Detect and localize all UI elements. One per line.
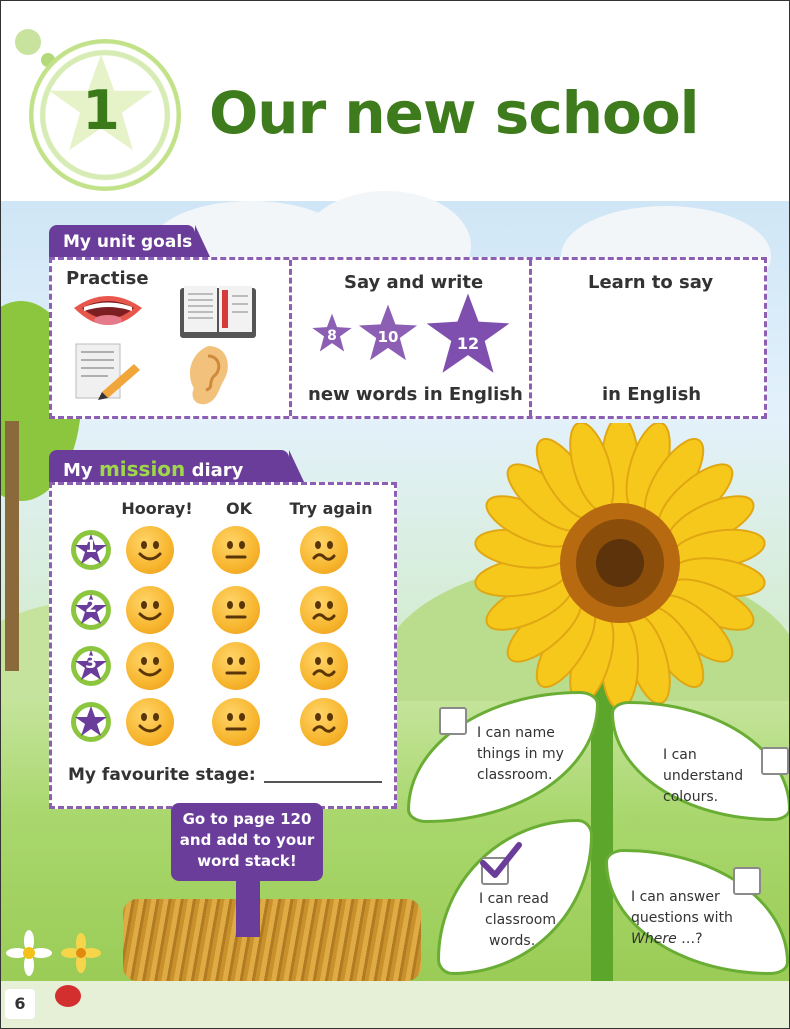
- leaf-text-4: [631, 887, 733, 950]
- stage-number: 2: [85, 597, 97, 617]
- leaf-4-line-2: questions with: [631, 910, 733, 926]
- favourite-stage-input[interactable]: [264, 781, 382, 783]
- sunflower-icon: [455, 423, 785, 713]
- stage-number: 1: [85, 537, 97, 557]
- column-ok: OK: [226, 499, 252, 518]
- hooray-face-icon[interactable]: [126, 586, 174, 634]
- try-again-face-icon[interactable]: [300, 642, 348, 690]
- leaf-4-line-3: [631, 929, 733, 950]
- page-number: 6: [5, 989, 35, 1019]
- star-value-8: 8: [327, 328, 337, 344]
- learn-heading: Learn to say: [588, 272, 714, 293]
- leaf-3-line-2: classroom: [485, 912, 556, 928]
- mission-diary-panel: [49, 482, 397, 809]
- stage-4-badge: [70, 701, 112, 743]
- leaf-2-line-2: understand: [663, 768, 744, 784]
- diary-tab-prefix: My: [63, 460, 93, 481]
- star-value-12: 12: [456, 334, 480, 353]
- sign-line-2: and add to your: [179, 831, 315, 849]
- leaf-4-line-1: I can answer: [631, 889, 720, 905]
- sign-post: [236, 877, 260, 937]
- diary-tab-mission: mission: [98, 457, 186, 481]
- ok-face-icon[interactable]: [212, 526, 260, 574]
- hay-bale: [123, 899, 421, 981]
- leaf-text-3: [479, 889, 556, 952]
- goals-tab-label: My unit goals: [63, 232, 193, 252]
- star-value-10: 10: [377, 328, 399, 346]
- ok-face-icon[interactable]: [212, 698, 260, 746]
- favourite-stage-label: My favourite stage:: [68, 765, 256, 785]
- diary-tab-suffix: diary: [191, 460, 244, 481]
- tree-trunk: [5, 421, 19, 671]
- stage-1-badge: [70, 529, 112, 571]
- ok-face-icon[interactable]: [212, 586, 260, 634]
- ok-face-icon[interactable]: [212, 642, 260, 690]
- mouth-icon: [70, 290, 146, 336]
- goal-checkbox-4[interactable]: [733, 867, 761, 895]
- goal-say-write: [292, 260, 532, 416]
- leaf-1-line-3: classroom.: [477, 767, 553, 783]
- page-footer: [1, 981, 790, 1029]
- checkmark-icon: [479, 841, 523, 881]
- goal-checkbox-2[interactable]: [761, 747, 789, 775]
- leaf-4-italic: Where: [631, 931, 677, 947]
- leaf-3-line-1: I can read: [479, 891, 549, 907]
- decor-dot: [15, 29, 41, 55]
- leaf-3-line-3: words.: [489, 933, 536, 949]
- goal-practise: [52, 260, 292, 416]
- goal-checkbox-1[interactable]: [439, 707, 467, 735]
- unit-goals-panel: [49, 257, 767, 419]
- star-icon: [70, 701, 112, 743]
- hooray-face-icon[interactable]: [126, 698, 174, 746]
- say-write-footer: new words in English: [308, 384, 523, 405]
- stage-3-badge: [70, 645, 112, 687]
- leaf-1-line-1: I can name: [477, 725, 555, 741]
- say-write-heading: Say and write: [344, 272, 484, 293]
- leaf-4-tail: …?: [676, 931, 703, 947]
- leaf-1-line-2: things in my: [477, 746, 564, 762]
- leaf-text-2: [663, 745, 743, 808]
- goal-learn: [532, 260, 764, 416]
- practise-heading: Practise: [66, 268, 149, 289]
- try-again-face-icon[interactable]: [300, 526, 348, 574]
- sign-line-1: Go to page 120: [182, 810, 312, 828]
- unit-number: 1: [82, 79, 120, 142]
- hooray-face-icon[interactable]: [126, 526, 174, 574]
- word-stack-sign: [171, 803, 323, 881]
- leaf-2-line-1: I can: [663, 747, 697, 763]
- ear-icon: [184, 344, 234, 408]
- page-title: Our new school: [209, 79, 699, 147]
- writing-icon: [72, 340, 142, 402]
- try-again-face-icon[interactable]: [300, 698, 348, 746]
- ladybug-icon: [55, 985, 81, 1007]
- daisy-icon: [5, 929, 105, 979]
- try-again-face-icon[interactable]: [300, 586, 348, 634]
- diary-tab: [49, 450, 289, 484]
- leaf-2-line-3: colours.: [663, 789, 719, 805]
- column-try-again: Try again: [289, 499, 373, 518]
- book-icon: [178, 282, 258, 340]
- learn-footer: in English: [602, 384, 702, 405]
- stage-number: 3: [85, 653, 97, 673]
- stage-2-badge: [70, 589, 112, 631]
- hooray-face-icon[interactable]: [126, 642, 174, 690]
- sign-line-3: word stack!: [197, 852, 297, 870]
- goals-tab: [49, 225, 195, 259]
- column-hooray: Hooray!: [121, 499, 193, 518]
- leaf-text-1: [477, 723, 564, 786]
